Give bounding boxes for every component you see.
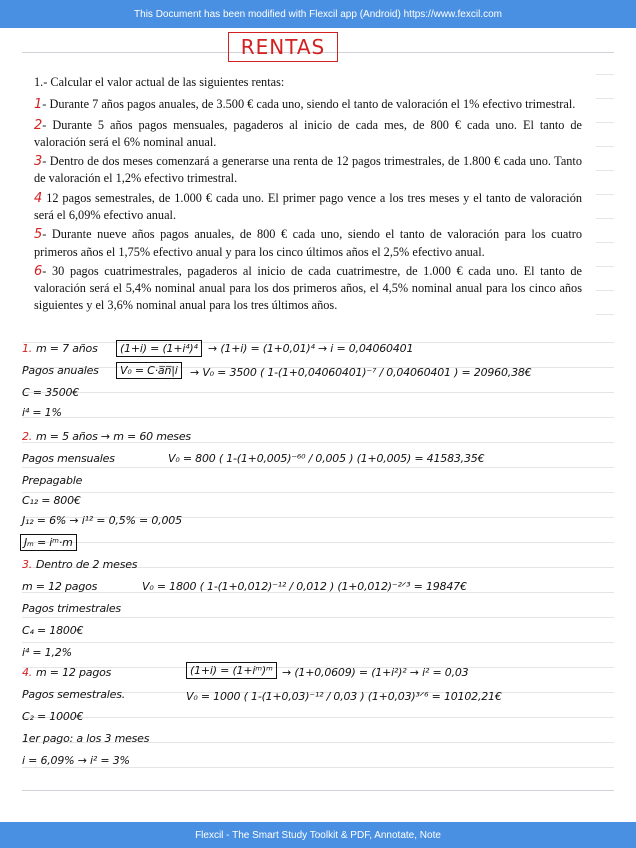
exercise-statement bbox=[34, 74, 582, 316]
header-banner: This Document has been modified with Flexcil app (Android) https://www.fexcil.com bbox=[0, 0, 636, 28]
intro-text: 1.- Calcular el valor actual de las siguientes rentas: bbox=[34, 75, 285, 89]
note-line: Pagos trimestrales bbox=[22, 602, 121, 615]
note-line: i⁴ = 1% bbox=[22, 406, 62, 419]
solution-2-number: 2. bbox=[22, 430, 33, 443]
note-line: Pagos semestrales. bbox=[22, 688, 126, 701]
note-equation: V₀ = 1800 ( 1-(1+0,012)⁻¹² / 0,012 ) (1+0,012)⁻²ᐟ³ = 19847€ bbox=[142, 580, 467, 593]
note-line: C₁₂ = 800€ bbox=[22, 494, 81, 507]
problem-5: 5- Durante nueve años pagos anuales, de 800 € cada uno, siendo el tanto de valoración para los cuatro primeros años el 1,75% efectivo anual y para los cinco últimos años el 2,5% efectivo anual. bbox=[34, 227, 582, 259]
note-line: Pagos anuales bbox=[22, 364, 99, 377]
solution-2-heading: m = 5 años → m = 60 meses bbox=[36, 430, 191, 443]
formula-box: (1+i) = (1+iᵐ)ᵐ bbox=[186, 662, 277, 679]
note-line: m = 12 pagos bbox=[22, 580, 98, 593]
note-line: 1er pago: a los 3 meses bbox=[22, 732, 150, 745]
problem-6: 6- 30 pagos cuatrimestrales, pagaderos al inicio de cada cuatrimestre, de 1.000 € cada uno. El tanto de valoración será el 5,4% nominal anual para los dos primeros años, el 4,5% nominal anual para los cinco años siguientes y el 3,6% nominal anual para los tres últimos años. bbox=[34, 263, 582, 312]
note-equation: → (1+i) = (1+0,01)⁴ → i = 0,04060401 bbox=[208, 342, 414, 355]
formula-box: (1+i) = (1+i⁴)⁴ bbox=[116, 340, 202, 357]
note-line: C₂ = 1000€ bbox=[22, 710, 84, 723]
note-line: Pagos mensuales bbox=[22, 452, 115, 465]
solution-4-heading: m = 12 pagos bbox=[36, 666, 112, 679]
note-line: C₄ = 1800€ bbox=[22, 624, 84, 637]
page-title: RENTAS bbox=[228, 32, 338, 62]
note-line: i⁴ = 1,2% bbox=[22, 646, 72, 659]
note-line: C = 3500€ bbox=[22, 386, 80, 399]
formula-box: Jₘ = iᵐ·m bbox=[20, 534, 77, 551]
solution-4-number: 4. bbox=[22, 666, 33, 679]
note-line: J₁₂ = 6% → i¹² = 0,5% = 0,005 bbox=[22, 514, 182, 527]
footer-banner: Flexcil - The Smart Study Toolkit & PDF, Annotate, Note bbox=[0, 822, 636, 848]
note-equation: → V₀ = 3500 ( 1-(1+0,04060401)⁻⁷ / 0,04060401 ) = 20960,38€ bbox=[190, 366, 532, 379]
note-equation: V₀ = 800 ( 1-(1+0,005)⁻⁶⁰ / 0,005 ) (1+0,005) = 41583,35€ bbox=[168, 452, 485, 465]
note-equation: → (1+0,0609) = (1+i²)² → i² = 0,03 bbox=[282, 666, 469, 679]
problem-4: 4 12 pagos semestrales, de 1.000 € cada uno. El primer pago vence a los tres meses y el tanto de valoración será el 6,09% efectivo anual. bbox=[34, 190, 582, 223]
note-line: Prepagable bbox=[22, 474, 83, 487]
note-equation: V₀ = 1000 ( 1-(1+0,03)⁻¹² / 0,03 ) (1+0,03)³ᐟ⁶ = 10102,21€ bbox=[186, 690, 502, 703]
problem-2: 2- Durante 5 años pagos mensuales, pagaderos al inicio de cada mes, de 800 € cada uno. El tanto de valoración será el 6% nominal anual. bbox=[34, 117, 582, 149]
problem-1: 1- Durante 7 años pagos anuales, de 3.500 € cada uno, siendo el tanto de valoración el 1% efectivo trimestral. bbox=[34, 97, 576, 113]
solution-1-heading: m = 7 años bbox=[36, 342, 98, 355]
solution-3-number: 3. bbox=[22, 558, 33, 571]
solution-3-heading: Dentro de 2 meses bbox=[36, 558, 138, 571]
note-line: i = 6,09% → i² = 3% bbox=[22, 754, 130, 767]
problem-3: 3- Dentro de dos meses comenzará a generarse una renta de 12 pagos trimestrales, de 1.800 € cada uno. Tanto de valoración el 1,2% efectivo trimestral. bbox=[34, 154, 582, 186]
solution-1-number: 1. bbox=[22, 342, 33, 355]
divider bbox=[22, 790, 614, 791]
formula-box: V₀ = C·a̅n̅|i bbox=[116, 362, 182, 379]
